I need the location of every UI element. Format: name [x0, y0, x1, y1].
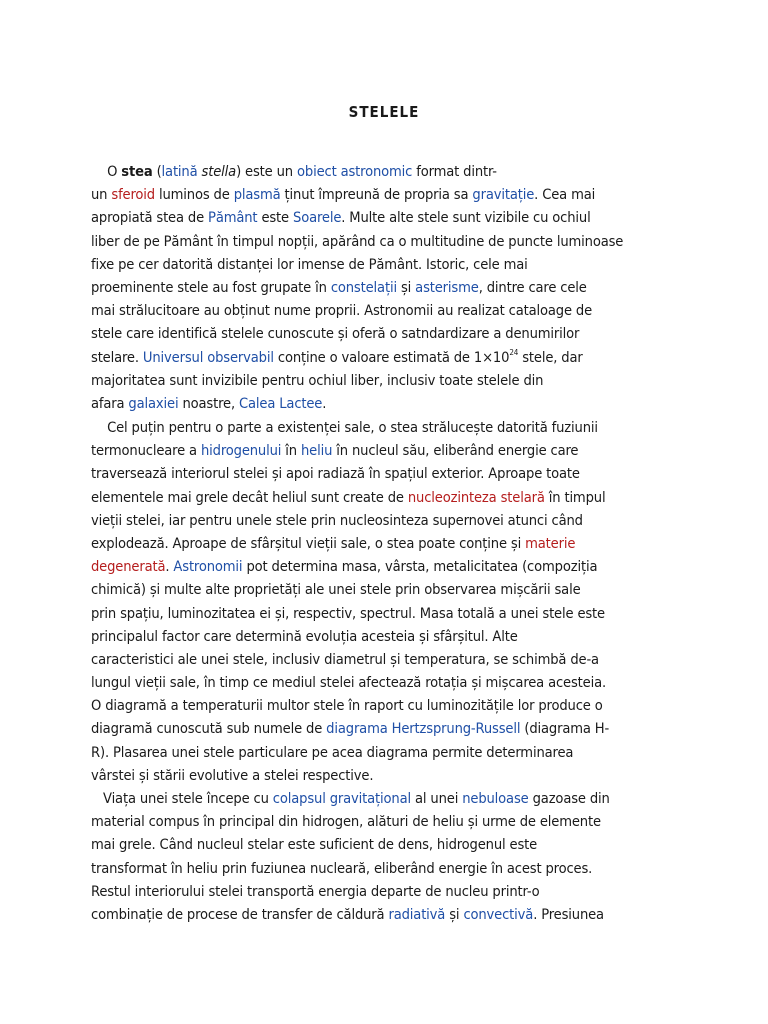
text-line [91, 625, 691, 648]
text-run: stella [201, 163, 237, 180]
text-run: principalul factor care determină evoluția acesteia și sfârșitul. Alte [91, 627, 518, 645]
link[interactable]: convectivă [463, 905, 534, 923]
text-run: R). Plasarea unei stele particulare pe acea diagrama permite determinarea [91, 743, 574, 761]
text-line [91, 578, 691, 601]
page-title: STELELE [348, 103, 420, 121]
link[interactable]: Calea Lactee [239, 394, 323, 412]
text-run: , dintre care cele [478, 278, 587, 296]
text-line [91, 857, 691, 880]
text-line [91, 532, 691, 555]
text-run: lungul vieții sale, în timp ce mediul stelei afectează rotația și mișcarea acesteia. [91, 674, 607, 692]
paragraph-3 [91, 787, 691, 926]
text-run: fixe pe cer datorită distanței lor imense de Pământ. Istoric, cele mai [91, 255, 528, 273]
text-run: pot determina masa, vârsta, metalicitatea (compoziția [242, 558, 598, 576]
link[interactable]: Astronomii [173, 558, 243, 576]
text-run: stele care identifică stelele cunoscute și oferă o satndardizare a denumirilor [91, 325, 580, 343]
text-run: transformat în heliu prin fuziunea nucleară, eliberând energie în acest proces. [91, 859, 593, 877]
text-line [91, 276, 691, 299]
text-run: elementele mai grele decât heliul sunt create de [91, 488, 408, 506]
text-run: vârstei și stării evolutive a stelei respective. [91, 766, 374, 784]
text-run: majoritatea sunt invizibile pentru ochiul liber, inclusiv toate stelele din [91, 371, 544, 389]
text-run: . Presiunea [533, 905, 604, 923]
text-line [91, 206, 691, 229]
text-run: termonucleare a [91, 442, 201, 460]
text-run: conține o valoare estimată de 1×10 [273, 348, 510, 366]
text-run: al unei [410, 790, 463, 807]
text-run: O diagramă a temperaturii multor stele în raport cu luminozitățile lor produce o [91, 697, 603, 715]
text-line [91, 787, 691, 810]
text-run: mai grele. Când nucleul stelar este suficient de dens, hidrogenul este [91, 836, 538, 854]
text-line [91, 439, 691, 462]
text-line [91, 253, 691, 276]
link[interactable]: colapsul gravitațional [272, 790, 411, 807]
link[interactable]: diagrama Hertzsprung-Russell [326, 720, 521, 738]
text-line [91, 880, 691, 903]
text-run: și [445, 905, 464, 923]
link[interactable]: heliu [301, 442, 333, 460]
text-run: vieții stelei, iar pentru unele stele prin nucleosinteza supernovei atunci când [91, 511, 583, 529]
text-run: apropiată stea de [91, 209, 209, 227]
text-run: (diagrama H- [520, 720, 610, 738]
text-run: Viața unei stele începe cu [91, 790, 273, 807]
link[interactable]: radiativă [388, 905, 446, 923]
paragraph-2 [91, 416, 691, 787]
text-line [91, 346, 691, 369]
text-run: chimică) și multe alte proprietăți ale unei stele prin observarea mișcării sale [91, 581, 581, 599]
text-run: caracteristici ale unei stele, inclusiv diametrul și temperatura, se schimbă de-a [91, 650, 599, 668]
text-line [91, 810, 691, 833]
text-line [91, 369, 691, 392]
text-run: este [257, 209, 294, 227]
text-run: . [165, 558, 174, 576]
text-run: traversează interiorul stelei și apoi radiază în spațiul exterior. Aproape toate [91, 465, 580, 483]
text-run: în timpul [544, 488, 606, 506]
paragraph-1 [91, 160, 691, 415]
text-line [91, 416, 691, 439]
text-run: și [396, 278, 416, 296]
text-run: proeminente stele au fost grupate în [91, 278, 331, 296]
text-run: stelare. [91, 348, 143, 366]
text-run: stele, dar [518, 348, 583, 366]
link[interactable]: constelații [330, 278, 397, 296]
superscript: 24 [509, 347, 519, 357]
text-line [91, 648, 691, 671]
text-run: gazoase din [528, 790, 610, 807]
link[interactable]: gravitație [472, 186, 535, 204]
text-line [91, 486, 691, 509]
text-line [91, 299, 691, 322]
link[interactable]: latină [161, 163, 198, 180]
text-line [91, 602, 691, 625]
link[interactable]: Soarele [293, 209, 342, 227]
text-run: diagramă cunoscută sub numele de [91, 720, 327, 738]
text-line [91, 392, 691, 415]
link[interactable]: Pământ [208, 209, 258, 227]
text-run: format dintr- [412, 163, 497, 180]
text-run: noastre, [178, 394, 239, 412]
text-run: ) este un [236, 163, 297, 180]
text-line [91, 462, 691, 485]
text-run: ținut împreună de propria sa [280, 186, 473, 204]
link[interactable]: sferoid [111, 186, 155, 204]
text-line [91, 833, 691, 856]
text-run: prin spațiu, luminozitatea ei și, respectiv, spectrul. Masa totală a unei stele este [91, 604, 605, 622]
text-line [91, 903, 691, 926]
text-line [91, 694, 691, 717]
text-run: un [91, 186, 112, 204]
text-run: luminos de [154, 186, 234, 204]
text-run: O [91, 163, 122, 180]
link[interactable]: plasmă [233, 186, 281, 204]
text-run: în nucleul său, eliberând energie care [332, 442, 579, 460]
text-run: Cel puțin pentru o parte a existenței sale, o stea strălucește datorită fuziunii [91, 419, 598, 436]
text-run: ( [152, 163, 162, 180]
text-line [91, 322, 691, 345]
link[interactable]: Universul observabil [142, 348, 274, 366]
text-line [91, 764, 691, 787]
link[interactable]: nucleozinteza stelară [407, 488, 545, 506]
link[interactable]: degenerată [91, 558, 166, 576]
text-line [91, 741, 691, 764]
text-line [91, 183, 691, 206]
text-line [91, 671, 691, 694]
text-run: . [322, 394, 327, 412]
text-run: în [281, 442, 301, 460]
text-line [91, 160, 691, 183]
text-line [91, 509, 691, 532]
text-line [91, 555, 691, 578]
text-run: . Multe alte stele sunt vizibile cu ochiul [341, 209, 591, 227]
text-line [91, 230, 691, 253]
text-run: Restul interiorului stelei transportă energia departe de nucleu printr-o [91, 882, 540, 900]
text-run: mai strălucitoare au obținut nume proprii. Astronomii au realizat cataloage de [91, 302, 593, 320]
text-run: material compus în principal din hidrogen, alături de heliu și urme de elemente [91, 813, 601, 831]
text-line [91, 717, 691, 740]
text-run: liber de pe Pământ în timpul nopții, apărând ca o multitudine de puncte luminoase [91, 232, 624, 250]
text-run: stea [121, 163, 153, 180]
link[interactable]: materie [525, 534, 576, 552]
link[interactable]: hidrogenului [200, 442, 282, 460]
link[interactable]: obiect astronomic [297, 163, 413, 180]
link[interactable]: nebuloase [462, 790, 529, 807]
text-run: . Cea mai [534, 186, 596, 204]
text-run: combinație de procese de transfer de căldură [91, 905, 389, 923]
text-run: explodează. Aproape de sfârșitul vieții sale, o stea poate conține și [91, 534, 526, 552]
link[interactable]: asterisme [415, 278, 479, 296]
text-run: afara [91, 394, 129, 412]
link[interactable]: galaxiei [128, 394, 179, 412]
